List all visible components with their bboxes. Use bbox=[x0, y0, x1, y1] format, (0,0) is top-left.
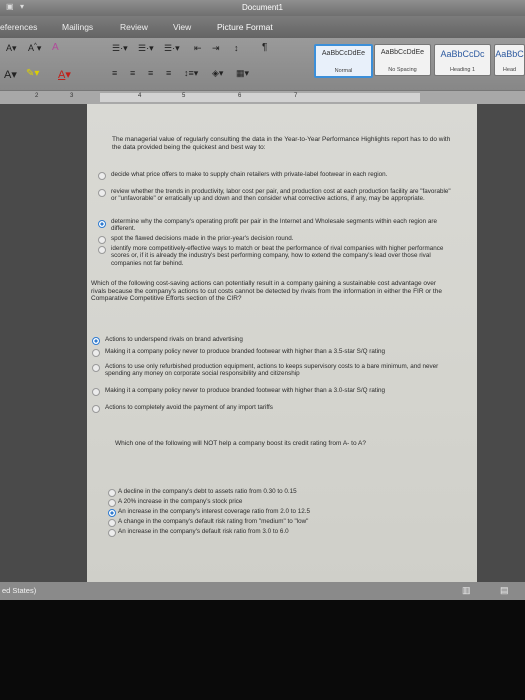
focus-mode-icon[interactable]: ▥ bbox=[462, 585, 471, 595]
ruler-number: 4 bbox=[138, 93, 142, 99]
question-3-prompt: Which one of the following will NOT help a company boost its credit rating from A- to A? bbox=[115, 440, 366, 447]
q1-option-4[interactable]: spot the flawed decisions made in the prior-year's decision round. bbox=[111, 235, 294, 242]
tab-mailings[interactable]: Mailings bbox=[62, 22, 94, 32]
font-color-icon[interactable]: A▾ bbox=[58, 69, 71, 81]
clear-format-icon[interactable]: A bbox=[52, 42, 59, 53]
q1-option-1-radio[interactable] bbox=[98, 172, 106, 180]
q3-option-1[interactable]: A decline in the company's debt to assets ratio from 0.30 to 0.15 bbox=[118, 488, 297, 495]
multilevel-list-icon[interactable]: ☰·▾ bbox=[164, 43, 180, 53]
increase-indent-icon[interactable]: ⇥ bbox=[212, 43, 220, 53]
q2-option-4-radio[interactable] bbox=[92, 388, 100, 396]
q3-option-4-radio[interactable] bbox=[108, 519, 116, 527]
window-title: Document1 bbox=[242, 3, 283, 12]
tab-view[interactable]: View bbox=[173, 22, 192, 32]
tab-picture-format[interactable]: Picture Format bbox=[217, 22, 273, 32]
borders-icon[interactable]: ▦▾ bbox=[236, 68, 250, 78]
align-left-icon[interactable]: ≡ bbox=[112, 68, 118, 78]
q3-option-2-radio[interactable] bbox=[108, 499, 116, 507]
q1-option-2[interactable]: review whether the trends in productivity, labor cost per pair, and production cost at each production facility are "favorable" or "unfavorable" or erratically up and down and then consider what corrective actions, if any, may be appropriate. bbox=[111, 188, 451, 203]
q3-option-4[interactable]: A change in the company's default risk rating from "medium" to "low" bbox=[118, 518, 309, 525]
q2-option-5-radio[interactable] bbox=[92, 405, 100, 413]
black-margin bbox=[0, 600, 525, 700]
shading-icon[interactable]: ◈▾ bbox=[212, 68, 224, 78]
style-name: Head bbox=[502, 67, 517, 73]
q3-option-5[interactable]: An increase in the company's default risk ratio from 3.0 to 6.0 bbox=[118, 528, 289, 535]
text-effects-button[interactable]: A▾ bbox=[4, 69, 17, 81]
grow-font-button[interactable]: A^▾ bbox=[28, 43, 42, 53]
q3-option-5-radio[interactable] bbox=[108, 529, 116, 537]
q1-option-5[interactable]: identify more competitively-effective ways to match or beat the performance of rival companies with higher performance scores or, if it is already the industry's best performing company, how to extend the company's lead over those rival companies not far behind. bbox=[111, 245, 444, 267]
q1-option-3-radio[interactable] bbox=[98, 220, 106, 228]
highlight-color-icon[interactable]: ✎▾ bbox=[26, 68, 40, 79]
style-name: Heading 1 bbox=[449, 67, 476, 73]
q3-option-2[interactable]: A 20% increase in the company's stock price bbox=[118, 498, 243, 505]
ruler-number: 7 bbox=[294, 93, 298, 99]
style-no-spacing[interactable] bbox=[374, 44, 431, 76]
q3-option-1-radio[interactable] bbox=[108, 489, 116, 497]
q1-option-3[interactable]: determine why the company's operating profit per pair in the Internet and Wholesale segments within each region are different. bbox=[111, 218, 438, 233]
q2-option-1[interactable]: Actions to underspend rivals on brand advertising bbox=[105, 336, 243, 343]
style-heading-2[interactable] bbox=[494, 44, 525, 76]
style-sample: AaBbCcDc bbox=[440, 49, 485, 59]
tab-references[interactable]: eferences bbox=[0, 22, 38, 32]
font-size-dropdown[interactable]: A▾ bbox=[6, 43, 17, 53]
style-normal[interactable] bbox=[314, 44, 373, 78]
style-heading-1[interactable] bbox=[434, 44, 491, 76]
line-spacing-icon[interactable]: ↕≡▾ bbox=[184, 68, 199, 78]
style-sample: AaBbC bbox=[495, 49, 524, 59]
ruler-number: 6 bbox=[238, 93, 242, 99]
q1-option-2-radio[interactable] bbox=[98, 189, 106, 197]
align-right-icon[interactable]: ≡ bbox=[148, 68, 154, 78]
style-name: Normal bbox=[334, 68, 353, 74]
q2-option-5[interactable]: Actions to completely avoid the payment of any import tariffs bbox=[105, 404, 273, 411]
q2-option-2[interactable]: Making it a company policy never to produce branded footwear with higher than a 3.5-star S/Q rating bbox=[105, 348, 386, 355]
question-1-prompt: The managerial value of regularly consulting the data in the Year-to-Year Performance Highlights report has to do with the data provided being the quickest and best way to: bbox=[112, 136, 451, 151]
q1-option-1[interactable]: decide what price offers to make to supply chain retailers with private-label footwear in each region. bbox=[111, 171, 388, 178]
dropdown-icon[interactable]: ▾ bbox=[20, 2, 25, 11]
language-status[interactable]: ed States) bbox=[2, 586, 37, 595]
q1-option-4-radio[interactable] bbox=[98, 236, 106, 244]
ruler-text-area bbox=[100, 93, 420, 102]
ruler-number: 3 bbox=[70, 93, 74, 99]
sort-icon[interactable]: ↕ bbox=[234, 43, 239, 53]
document-page[interactable] bbox=[87, 104, 477, 582]
ribbon-toolbar bbox=[0, 38, 525, 90]
q2-option-2-radio[interactable] bbox=[92, 349, 100, 357]
print-layout-icon[interactable]: ▤ bbox=[500, 585, 509, 595]
decrease-indent-icon[interactable]: ⇤ bbox=[194, 43, 202, 53]
align-center-icon[interactable]: ≡ bbox=[130, 68, 136, 78]
q2-option-3[interactable]: Actions to use only refurbished production equipment, actions to keeps supervisory costs to a bare minimum, and never spending any money on corporate social responsibility and citizenship bbox=[105, 363, 439, 378]
style-sample: AaBbCcDdEe bbox=[380, 49, 425, 56]
question-2-prompt: Which of the following cost-saving actions can potentially result in a company gaining a sustainable cost advantage over rivals because the company's actions to cut costs cannot be detected by rivals from the information in either the FIR or the Comparative Competitive Efforts section of the CIR? bbox=[91, 280, 442, 303]
q2-option-4[interactable]: Making it a company policy never to produce branded footwear with higher than a 3.0-star S/Q rating bbox=[105, 387, 386, 394]
justify-icon[interactable]: ≡ bbox=[166, 68, 172, 78]
q3-option-3-radio[interactable] bbox=[108, 509, 116, 517]
ruler-number: 2 bbox=[35, 93, 39, 99]
pilcrow-icon[interactable]: ¶ bbox=[262, 42, 268, 53]
tab-review[interactable]: Review bbox=[120, 22, 148, 32]
ruler-number: 5 bbox=[182, 93, 186, 99]
save-icon[interactable]: ▣ bbox=[6, 2, 14, 11]
bullets-icon[interactable]: ☰·▾ bbox=[112, 43, 128, 53]
title-bar bbox=[0, 0, 525, 16]
q1-option-5-radio[interactable] bbox=[98, 246, 106, 254]
numbering-icon[interactable]: ☰·▾ bbox=[138, 43, 154, 53]
status-bar bbox=[0, 582, 525, 600]
q3-option-3[interactable]: An increase in the company's interest coverage ratio from 2.0 to 12.5 bbox=[118, 508, 310, 515]
style-sample: AaBbCcDdEe bbox=[321, 50, 366, 57]
q2-option-3-radio[interactable] bbox=[92, 364, 100, 372]
style-name: No Spacing bbox=[388, 67, 417, 73]
q2-option-1-radio[interactable] bbox=[92, 337, 100, 345]
ribbon-tabs bbox=[0, 16, 525, 38]
